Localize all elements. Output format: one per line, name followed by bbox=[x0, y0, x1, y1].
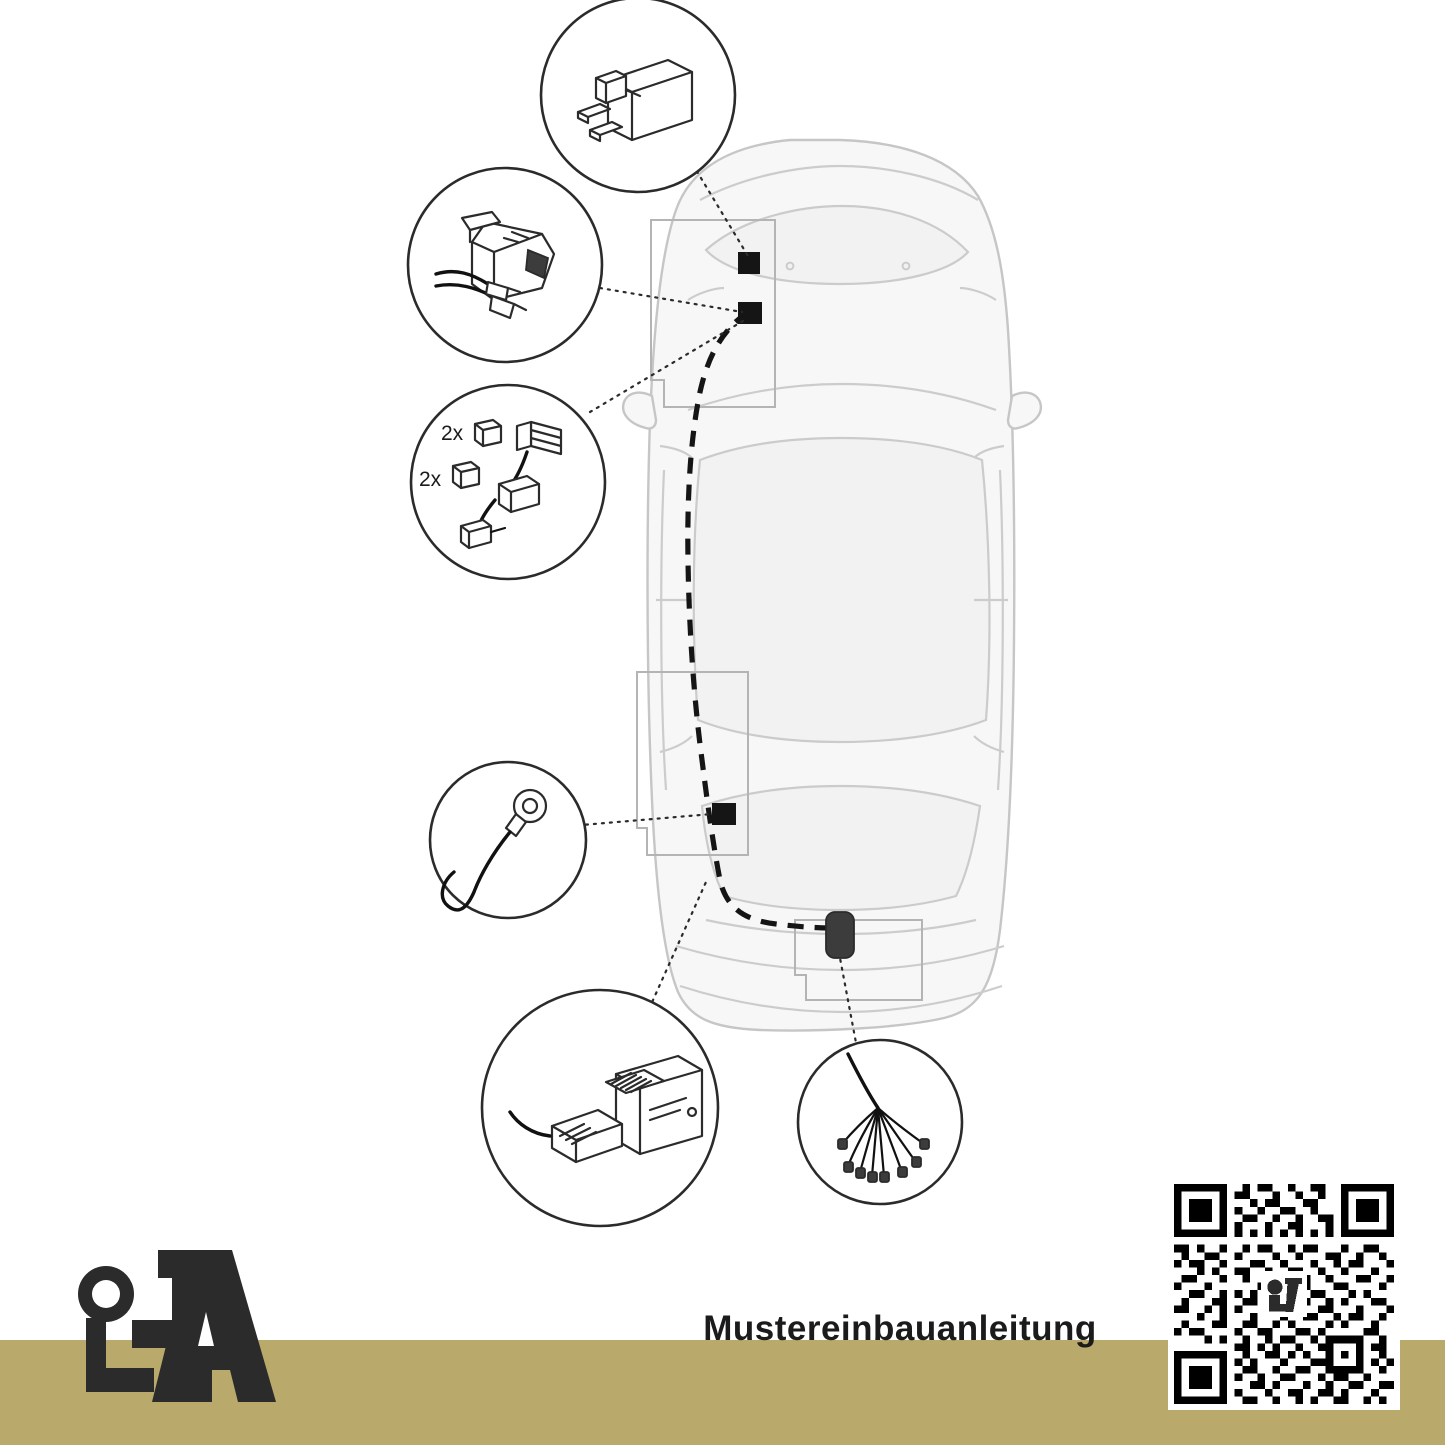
callout-connector-plug[interactable] bbox=[408, 168, 602, 362]
callout-ground-ring-terminal[interactable] bbox=[430, 762, 586, 918]
callout-control-unit[interactable] bbox=[482, 990, 718, 1226]
callout-wire-bundle[interactable] bbox=[798, 1040, 962, 1204]
callout-relay-module[interactable] bbox=[541, 0, 735, 192]
qr-code-image bbox=[1174, 1184, 1394, 1404]
tow-socket bbox=[826, 912, 854, 958]
page-caption: Mustereinbauanleitung bbox=[703, 1309, 1097, 1348]
vehicle-outline bbox=[623, 140, 1041, 1031]
qr-code[interactable] bbox=[1168, 1178, 1400, 1410]
callout-cable-clips[interactable] bbox=[411, 385, 605, 579]
brand-logo-mark bbox=[62, 1242, 282, 1407]
install-point-front-left bbox=[738, 252, 760, 274]
clip-multiplier-1: 2x bbox=[441, 422, 464, 445]
brand-logo bbox=[62, 1242, 282, 1407]
clip-multiplier-2: 2x bbox=[419, 468, 442, 491]
install-point-mid-left bbox=[712, 803, 736, 825]
